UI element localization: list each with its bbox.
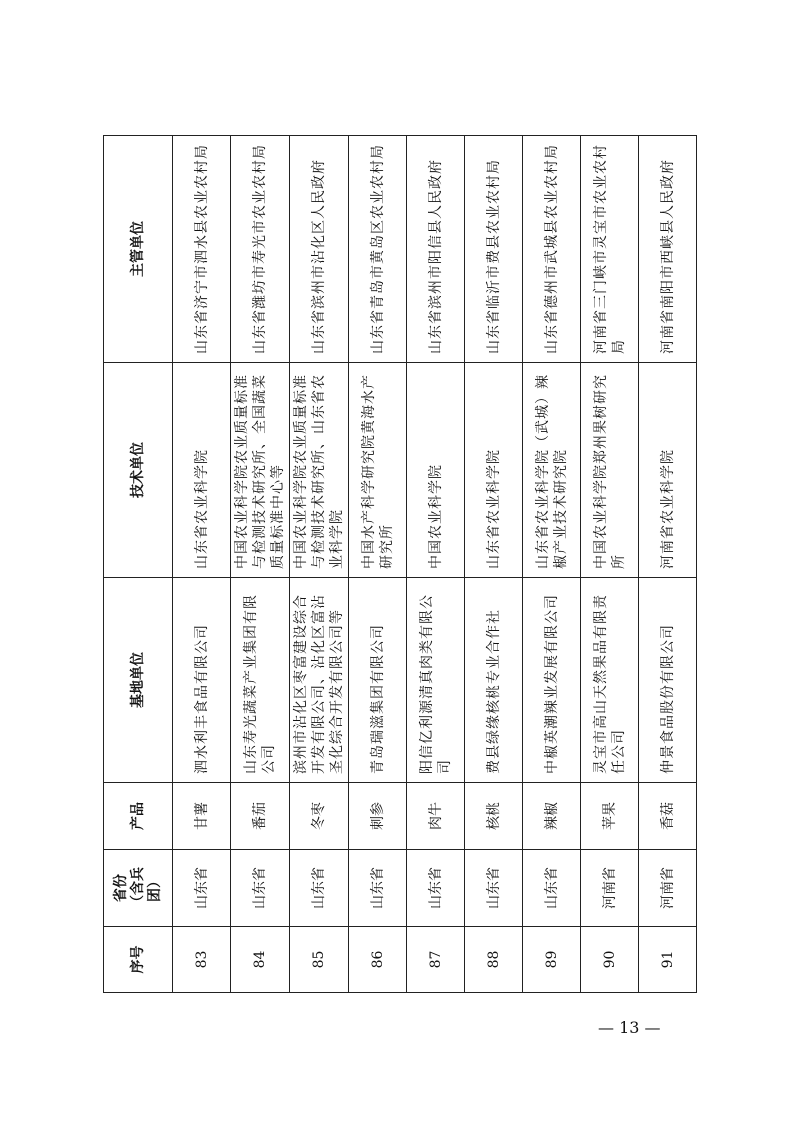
cell-gov-unit: 山东省德州市武城县农业农村局 bbox=[523, 136, 581, 363]
cell-seq: 89 bbox=[523, 927, 581, 993]
cell-product: 甘薯 bbox=[173, 783, 231, 850]
page-number: — 13 — bbox=[598, 1018, 661, 1037]
cell-product: 冬枣 bbox=[290, 783, 349, 850]
cell-product: 辣椒 bbox=[523, 783, 581, 850]
cell-product: 香菇 bbox=[639, 783, 697, 850]
cell-tech-unit: 中国农业科学院农业质量标准与检测技术研究所、全国蔬菜质量标准中心等 bbox=[231, 363, 290, 578]
cell-base-unit: 灵宝市高山天然果品有限责任公司 bbox=[581, 578, 639, 783]
header-province-text: 省份 （含兵团） bbox=[112, 867, 163, 909]
header-tech-unit: 技术单位 bbox=[104, 363, 173, 578]
cell-base-unit: 山东寿光蔬菜产业集团有限公司 bbox=[231, 578, 290, 783]
table-row bbox=[639, 136, 697, 993]
cell-province: 山东省 bbox=[231, 850, 290, 927]
cell-base-unit: 仲景食品股份有限公司 bbox=[639, 578, 697, 783]
cell-tech-unit: 河南省农业科学院 bbox=[639, 363, 697, 578]
table-row bbox=[523, 136, 581, 993]
header-seq: 序号 bbox=[104, 927, 173, 993]
cell-base-unit: 滨州市沾化区枣富建设综合开发有限公司、沾化区富沾圣化综合开发有限公司等 bbox=[290, 578, 349, 783]
cell-product: 苹果 bbox=[581, 783, 639, 850]
cell-seq: 91 bbox=[639, 927, 697, 993]
cell-product: 肉牛 bbox=[407, 783, 465, 850]
table-row bbox=[407, 136, 465, 993]
cell-province: 山东省 bbox=[173, 850, 231, 927]
cell-tech-unit: 中国农业科学院 bbox=[407, 363, 465, 578]
cell-tech-unit: 中国水产科学研究院黄海水产研究所 bbox=[349, 363, 407, 578]
base-unit-table bbox=[103, 135, 697, 993]
table-header-row bbox=[104, 136, 173, 993]
cell-tech-unit: 山东省农业科学院 bbox=[173, 363, 231, 578]
cell-province: 山东省 bbox=[407, 850, 465, 927]
cell-province: 河南省 bbox=[581, 850, 639, 927]
cell-product: 番茄 bbox=[231, 783, 290, 850]
header-province bbox=[104, 850, 173, 927]
cell-seq: 86 bbox=[349, 927, 407, 993]
cell-province: 山东省 bbox=[349, 850, 407, 927]
cell-seq: 90 bbox=[581, 927, 639, 993]
cell-gov-unit: 山东省济宁市泗水县农业农村局 bbox=[173, 136, 231, 363]
table-row bbox=[173, 136, 231, 993]
cell-seq: 83 bbox=[173, 927, 231, 993]
table-row bbox=[465, 136, 523, 993]
cell-tech-unit: 山东省农业科学院（武城）辣椒产业技术研究院 bbox=[523, 363, 581, 578]
cell-gov-unit: 山东省潍坊市寿光市农业农村局 bbox=[231, 136, 290, 363]
cell-base-unit: 青岛瑞滋集团有限公司 bbox=[349, 578, 407, 783]
cell-base-unit: 费县绿缘核桃专业合作社 bbox=[465, 578, 523, 783]
cell-product: 刺参 bbox=[349, 783, 407, 850]
cell-seq: 88 bbox=[465, 927, 523, 993]
cell-product: 核桃 bbox=[465, 783, 523, 850]
cell-tech-unit: 山东省农业科学院 bbox=[465, 363, 523, 578]
rotated-table-container bbox=[103, 136, 694, 993]
cell-gov-unit: 河南省南阳市西峡县人民政府 bbox=[639, 136, 697, 363]
header-base-unit: 基地单位 bbox=[104, 578, 173, 783]
cell-tech-unit: 中国农业科学院郑州果树研究所 bbox=[581, 363, 639, 578]
cell-gov-unit: 山东省滨州市沾化区人民政府 bbox=[290, 136, 349, 363]
table-row bbox=[349, 136, 407, 993]
cell-gov-unit: 山东省青岛市黄岛区农业农村局 bbox=[349, 136, 407, 363]
cell-gov-unit: 山东省滨州市阳信县人民政府 bbox=[407, 136, 465, 363]
cell-gov-unit: 河南省三门峡市灵宝市农业农村局 bbox=[581, 136, 639, 363]
cell-province: 河南省 bbox=[639, 850, 697, 927]
header-product: 产品 bbox=[104, 783, 173, 850]
table-row bbox=[581, 136, 639, 993]
cell-base-unit: 泗水利丰食品有限公司 bbox=[173, 578, 231, 783]
table-row bbox=[231, 136, 290, 993]
cell-base-unit: 中椒英潮辣业发展有限公司 bbox=[523, 578, 581, 783]
cell-seq: 85 bbox=[290, 927, 349, 993]
table-row bbox=[290, 136, 349, 993]
header-gov-unit: 主管单位 bbox=[104, 136, 173, 363]
cell-gov-unit: 山东省临沂市费县农业农村局 bbox=[465, 136, 523, 363]
cell-province: 山东省 bbox=[290, 850, 349, 927]
cell-seq: 84 bbox=[231, 927, 290, 993]
cell-base-unit: 阳信亿利源清真肉类有限公司 bbox=[407, 578, 465, 783]
cell-province: 山东省 bbox=[465, 850, 523, 927]
cell-seq: 87 bbox=[407, 927, 465, 993]
cell-province: 山东省 bbox=[523, 850, 581, 927]
cell-tech-unit: 中国农业科学院农业质量标准与检测技术研究所、山东省农业科学院 bbox=[290, 363, 349, 578]
